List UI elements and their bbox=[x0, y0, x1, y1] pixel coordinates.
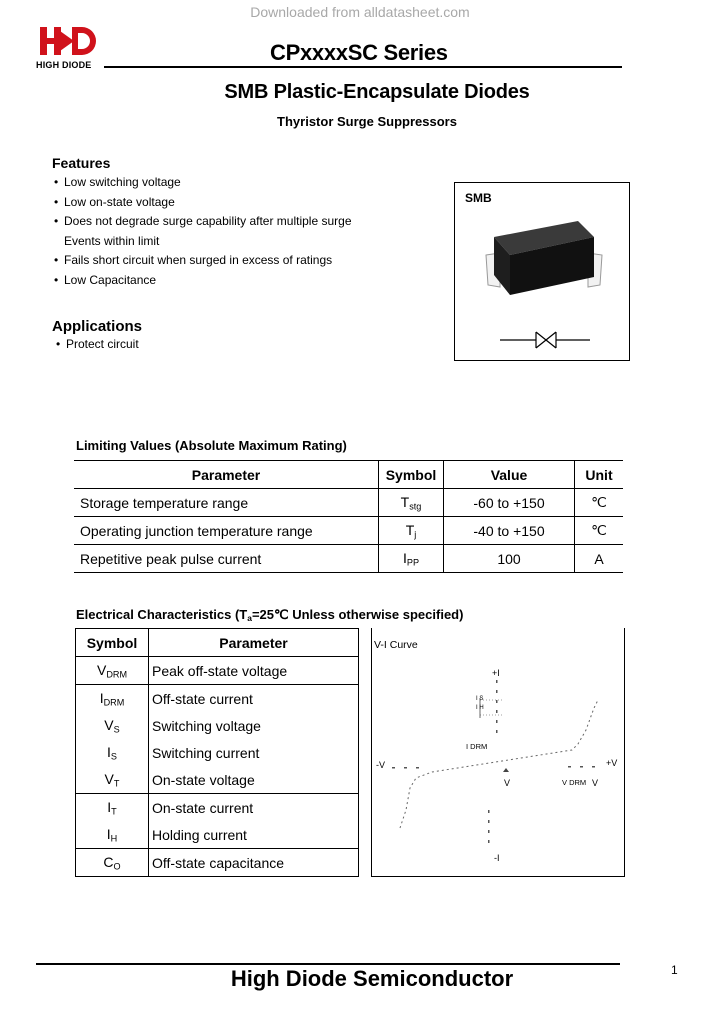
param-cell: Operating junction temperature range bbox=[74, 517, 379, 545]
symbol-cell: $T_{stg}$ bbox=[379, 489, 444, 517]
applications-title: Applications bbox=[52, 318, 143, 335]
features-title: Features bbox=[52, 155, 111, 171]
watermark: Downloaded from alldatasheet.com bbox=[250, 4, 470, 20]
param-cell: On-state voltage bbox=[149, 766, 359, 794]
param-cell: Holding current bbox=[149, 821, 359, 849]
feature-item: • Fails short circuit when surged in excess of ratings bbox=[54, 251, 414, 271]
table-row bbox=[76, 849, 359, 877]
table-row bbox=[76, 739, 359, 766]
high-diode-logo bbox=[38, 23, 100, 64]
application-item: • Protect circuit bbox=[56, 335, 139, 355]
table-row bbox=[76, 657, 359, 685]
symbol-cell: $I_{PP}$ bbox=[379, 545, 444, 573]
idrm-label: I DRM bbox=[466, 742, 488, 751]
table-row bbox=[76, 821, 359, 849]
param-cell: Off-state current bbox=[152, 690, 253, 707]
symbol-cell: $I_S$ bbox=[76, 739, 149, 766]
table-row bbox=[76, 766, 359, 794]
header-symbol: Symbol bbox=[379, 461, 444, 489]
symbol-cell: $T_j$ bbox=[379, 517, 444, 545]
page-number: 1 bbox=[671, 963, 678, 977]
symbol-cell: $I_H$ bbox=[76, 821, 149, 849]
header-unit: Unit bbox=[575, 461, 624, 489]
symbol-cell: $I_T$ bbox=[76, 794, 149, 822]
ih-label: I H bbox=[476, 705, 484, 711]
param-cell: Storage temperature range bbox=[74, 489, 379, 517]
plus-v-label: +V bbox=[606, 758, 618, 768]
vi-curve-title: V-I Curve bbox=[374, 639, 418, 651]
unit-cell: ℃ bbox=[575, 517, 624, 545]
table-row bbox=[74, 517, 623, 545]
limiting-values-title: Limiting Values (Absolute Maximum Rating) bbox=[76, 438, 347, 453]
feature-item: • Low switching voltage bbox=[54, 173, 414, 193]
header-parameter: Parameter bbox=[74, 461, 379, 489]
param-cell: Repetitive peak pulse current bbox=[74, 545, 379, 573]
value-cell: 100 bbox=[444, 545, 575, 573]
limiting-values-table bbox=[74, 460, 623, 573]
param-cell: Switching current bbox=[152, 744, 260, 761]
symbol-cell: $V_S$ bbox=[76, 712, 149, 739]
feature-continuation: Events within limit bbox=[64, 233, 160, 248]
symbol-cell: $C_O$ bbox=[76, 849, 149, 877]
header-value: Value bbox=[444, 461, 575, 489]
vi-curve-graph bbox=[372, 660, 622, 875]
diode-symbol-icon bbox=[500, 330, 592, 355]
minus-v-label: -V bbox=[376, 760, 385, 770]
header-rule bbox=[104, 66, 622, 68]
param-cell: Off-state capacitance bbox=[152, 854, 285, 871]
table-header-row bbox=[76, 629, 359, 657]
subtitle: Thyristor Surge Suppressors bbox=[277, 114, 457, 129]
symbol-cell: $V_T$ bbox=[76, 766, 149, 794]
param-cell: On-state current bbox=[152, 799, 254, 816]
applications-list bbox=[56, 335, 139, 355]
unit-cell: A bbox=[575, 545, 624, 573]
minus-i-label: -I bbox=[494, 853, 500, 863]
feature-item: • Low Capacitance bbox=[54, 271, 414, 291]
param-cell: Peak off-state voltage bbox=[149, 657, 359, 685]
table-row bbox=[76, 712, 359, 739]
table-row bbox=[74, 489, 623, 517]
series-title: CPxxxxSC Series bbox=[270, 40, 448, 65]
package-label: SMB bbox=[465, 191, 492, 205]
main-title: SMB Plastic-Encapsulate Diodes bbox=[224, 81, 530, 103]
electrical-title: Electrical Characteristics ($T_a=25℃$ Unless otherwise specified) bbox=[76, 607, 464, 624]
is-label: I S bbox=[476, 696, 484, 702]
footer-rule bbox=[36, 963, 620, 965]
vt-label: V bbox=[504, 778, 511, 788]
table-row bbox=[76, 794, 359, 822]
features-list bbox=[54, 173, 414, 290]
smb-package-illustration bbox=[480, 215, 610, 310]
feature-item: • Does not degrade surge capability after multiple surge bbox=[54, 212, 414, 232]
symbol-cell: $V_{DRM}$ bbox=[76, 657, 149, 685]
table-row bbox=[74, 545, 623, 573]
plus-i-label: +I bbox=[492, 668, 500, 678]
electrical-table bbox=[75, 628, 359, 877]
symbol-cell: $I_{DRM}$ bbox=[76, 685, 149, 713]
unit-cell: ℃ bbox=[575, 489, 624, 517]
param-cell: Switching voltage bbox=[152, 717, 261, 734]
footer-company: High Diode Semiconductor bbox=[230, 966, 514, 991]
table-row bbox=[76, 685, 359, 713]
header-parameter: Parameter bbox=[149, 629, 359, 657]
logo-text: HIGH DIODE bbox=[36, 60, 92, 70]
header-symbol: Symbol bbox=[76, 629, 149, 657]
vs-label: V bbox=[592, 778, 599, 788]
table-header-row bbox=[74, 461, 623, 489]
feature-item: • Low on-state voltage bbox=[54, 193, 414, 213]
vdrm-label: V DRM bbox=[562, 778, 587, 787]
value-cell: -60 to +150 bbox=[444, 489, 575, 517]
value-cell: -40 to +150 bbox=[444, 517, 575, 545]
